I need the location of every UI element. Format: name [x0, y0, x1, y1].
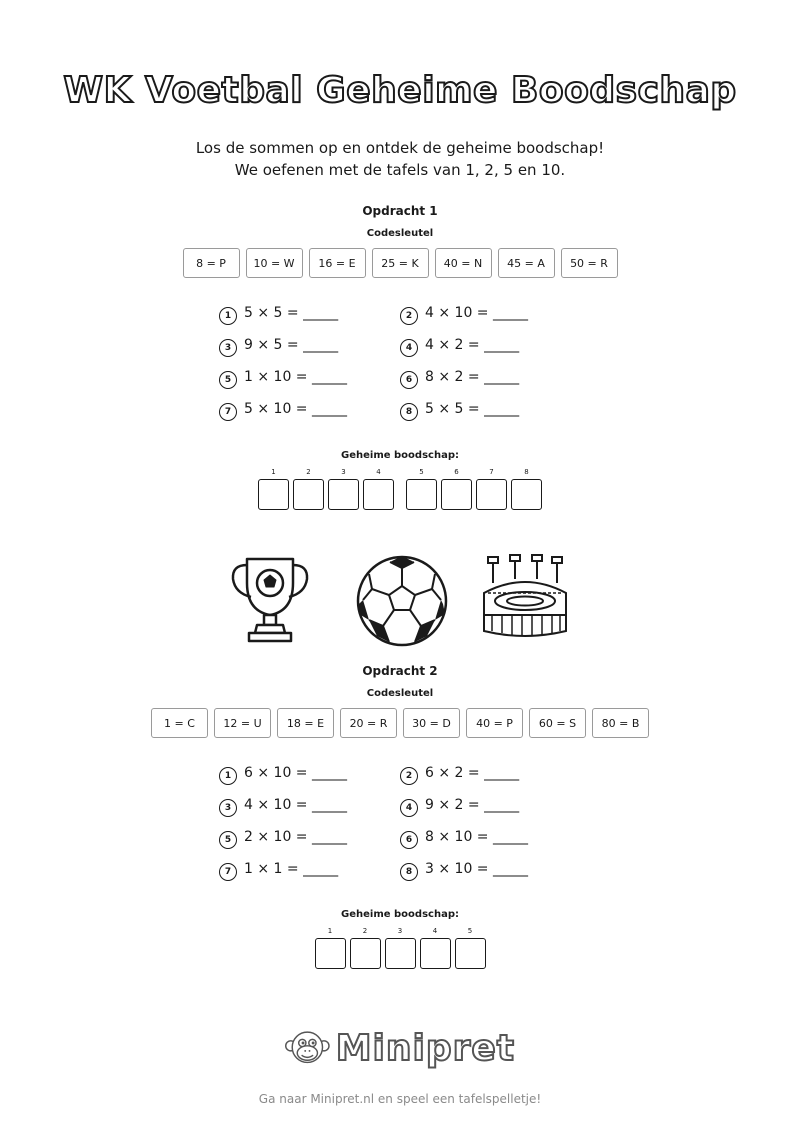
- problem-number: 3: [219, 339, 237, 357]
- problem-number: 6: [400, 831, 418, 849]
- problem-item: [219, 366, 400, 388]
- problem-number: 5: [219, 371, 237, 389]
- message-cell: [363, 467, 394, 510]
- code-key-box: 10 = W: [246, 248, 303, 278]
- problem-number: 2: [400, 307, 418, 325]
- message-index: 3: [397, 927, 403, 935]
- problem-item: [219, 398, 400, 420]
- problem-text: 3 × 10 = _____: [425, 861, 528, 877]
- footer-text: Ga naar Minipret.nl en speel een tafelspelletje!: [258, 1092, 542, 1106]
- problem-number: 5: [219, 831, 237, 849]
- message-cell: [455, 926, 486, 969]
- problem-item: [400, 762, 581, 784]
- message-cell: [406, 467, 437, 510]
- exercise-2-title: Opdracht 2: [362, 664, 438, 678]
- code-key-box: 8 = P: [183, 248, 240, 278]
- message-word: [315, 926, 486, 969]
- problem-number: 4: [400, 339, 418, 357]
- intro-text: [0, 137, 800, 181]
- problem-text: 5 × 5 = _____: [425, 401, 520, 417]
- problem-number: 2: [400, 767, 418, 785]
- exercise-2-key-row: [0, 708, 800, 738]
- message-index: 1: [271, 468, 276, 476]
- exercise-2-key-label: Codesleutel: [366, 688, 434, 699]
- exercise-1-message-label: Geheime boodschap:: [341, 450, 459, 461]
- message-index: 1: [327, 927, 333, 935]
- answer-box[interactable]: [476, 479, 507, 510]
- answer-box[interactable]: [441, 479, 472, 510]
- problem-text: 1 × 10 = _____: [244, 369, 347, 385]
- message-index: 2: [306, 468, 311, 476]
- answer-box[interactable]: [328, 479, 359, 510]
- exercise-1-key-row: [0, 248, 800, 278]
- code-key-box: 80 = B: [592, 708, 649, 738]
- answer-box[interactable]: [511, 479, 542, 510]
- exercise-1-key-label: Codesleutel: [366, 228, 434, 239]
- monkey-logo-icon: [285, 1023, 330, 1073]
- code-key-box: 40 = N: [435, 248, 492, 278]
- problem-item: [400, 826, 581, 848]
- problem-text: 9 × 2 = _____: [425, 797, 520, 813]
- answer-box[interactable]: [293, 479, 324, 510]
- message-cell: [441, 467, 472, 510]
- message-index: 7: [489, 468, 494, 476]
- answer-box[interactable]: [350, 938, 381, 969]
- exercise-1-message-row: [0, 467, 800, 510]
- problem-number: 1: [219, 307, 237, 325]
- message-cell: [350, 926, 381, 969]
- problem-item: [400, 334, 581, 356]
- message-word: [406, 467, 542, 510]
- message-cell: [315, 926, 346, 969]
- page-title: WK Voetbal Geheime Boodschap: [63, 70, 737, 111]
- code-key-box: 30 = D: [403, 708, 460, 738]
- code-key-box: 20 = R: [340, 708, 397, 738]
- problem-number: 8: [400, 863, 418, 881]
- problem-item: [400, 302, 581, 324]
- stadium-icon: [480, 553, 570, 641]
- exercise-2-message-row: [0, 926, 800, 969]
- problem-text: 6 × 10 = _____: [244, 765, 347, 781]
- message-cell: [258, 467, 289, 510]
- message-index: 5: [467, 927, 473, 935]
- soccer-ball-icon: [355, 554, 449, 648]
- code-key-box: 25 = K: [372, 248, 429, 278]
- exercise-2-problems: [219, 762, 579, 880]
- problem-item: [400, 398, 581, 420]
- problem-text: 8 × 2 = _____: [425, 369, 520, 385]
- problem-number: 4: [400, 799, 418, 817]
- message-cell: [511, 467, 542, 510]
- exercise-2-message-label: Geheime boodschap:: [341, 909, 459, 920]
- intro-line-1: Los de sommen op en ontdek de geheime boodschap!: [195, 139, 605, 157]
- code-key-box: 50 = R: [561, 248, 618, 278]
- message-index: 3: [341, 468, 346, 476]
- minipret-logo: [285, 1020, 515, 1076]
- problem-item: [400, 858, 581, 880]
- message-cell: [328, 467, 359, 510]
- problem-item: [219, 334, 400, 356]
- message-cell: [420, 926, 451, 969]
- message-cell: [293, 467, 324, 510]
- message-cell: [476, 467, 507, 510]
- problem-text: 8 × 10 = _____: [425, 829, 528, 845]
- intro-line-2: We oefenen met de tafels van 1, 2, 5 en 10.: [234, 161, 566, 179]
- answer-box[interactable]: [315, 938, 346, 969]
- problem-item: [400, 366, 581, 388]
- code-key-box: 1 = C: [151, 708, 208, 738]
- answer-box[interactable]: [385, 938, 416, 969]
- code-key-box: 18 = E: [277, 708, 334, 738]
- problem-item: [219, 762, 400, 784]
- logo-text: Minipret: [335, 1027, 515, 1069]
- problem-text: 4 × 10 = _____: [244, 797, 347, 813]
- problem-text: 1 × 1 = _____: [244, 861, 339, 877]
- problem-item: [219, 826, 400, 848]
- answer-box[interactable]: [455, 938, 486, 969]
- exercise-1-problems: [219, 302, 579, 420]
- problem-item: [219, 794, 400, 816]
- message-cell: [385, 926, 416, 969]
- message-index: 5: [419, 468, 424, 476]
- problem-text: 6 × 2 = _____: [425, 765, 520, 781]
- answer-box[interactable]: [406, 479, 437, 510]
- problem-item: [219, 302, 400, 324]
- problem-number: 7: [219, 863, 237, 881]
- message-index: 6: [454, 468, 459, 476]
- problem-text: 4 × 2 = _____: [425, 337, 520, 353]
- problem-number: 8: [400, 403, 418, 421]
- problem-number: 7: [219, 403, 237, 421]
- problem-text: 5 × 5 = _____: [244, 305, 339, 321]
- problem-text: 2 × 10 = _____: [244, 829, 347, 845]
- message-index: 4: [376, 468, 381, 476]
- problem-number: 1: [219, 767, 237, 785]
- code-key-box: 12 = U: [214, 708, 271, 738]
- answer-box[interactable]: [420, 938, 451, 969]
- message-word: [258, 467, 394, 510]
- code-key-box: 16 = E: [309, 248, 366, 278]
- problem-item: [400, 794, 581, 816]
- code-key-box: 60 = S: [529, 708, 586, 738]
- message-index: 4: [432, 927, 438, 935]
- message-index: 2: [362, 927, 368, 935]
- code-key-box: 40 = P: [466, 708, 523, 738]
- problem-text: 9 × 5 = _____: [244, 337, 339, 353]
- answer-box[interactable]: [363, 479, 394, 510]
- problem-item: [219, 858, 400, 880]
- problem-text: 4 × 10 = _____: [425, 305, 528, 321]
- message-index: 8: [524, 468, 529, 476]
- answer-box[interactable]: [258, 479, 289, 510]
- problem-text: 5 × 10 = _____: [244, 401, 347, 417]
- exercise-1-title: Opdracht 1: [362, 204, 438, 218]
- problem-number: 3: [219, 799, 237, 817]
- code-key-box: 45 = A: [498, 248, 555, 278]
- trophy-icon: [229, 553, 311, 645]
- problem-number: 6: [400, 371, 418, 389]
